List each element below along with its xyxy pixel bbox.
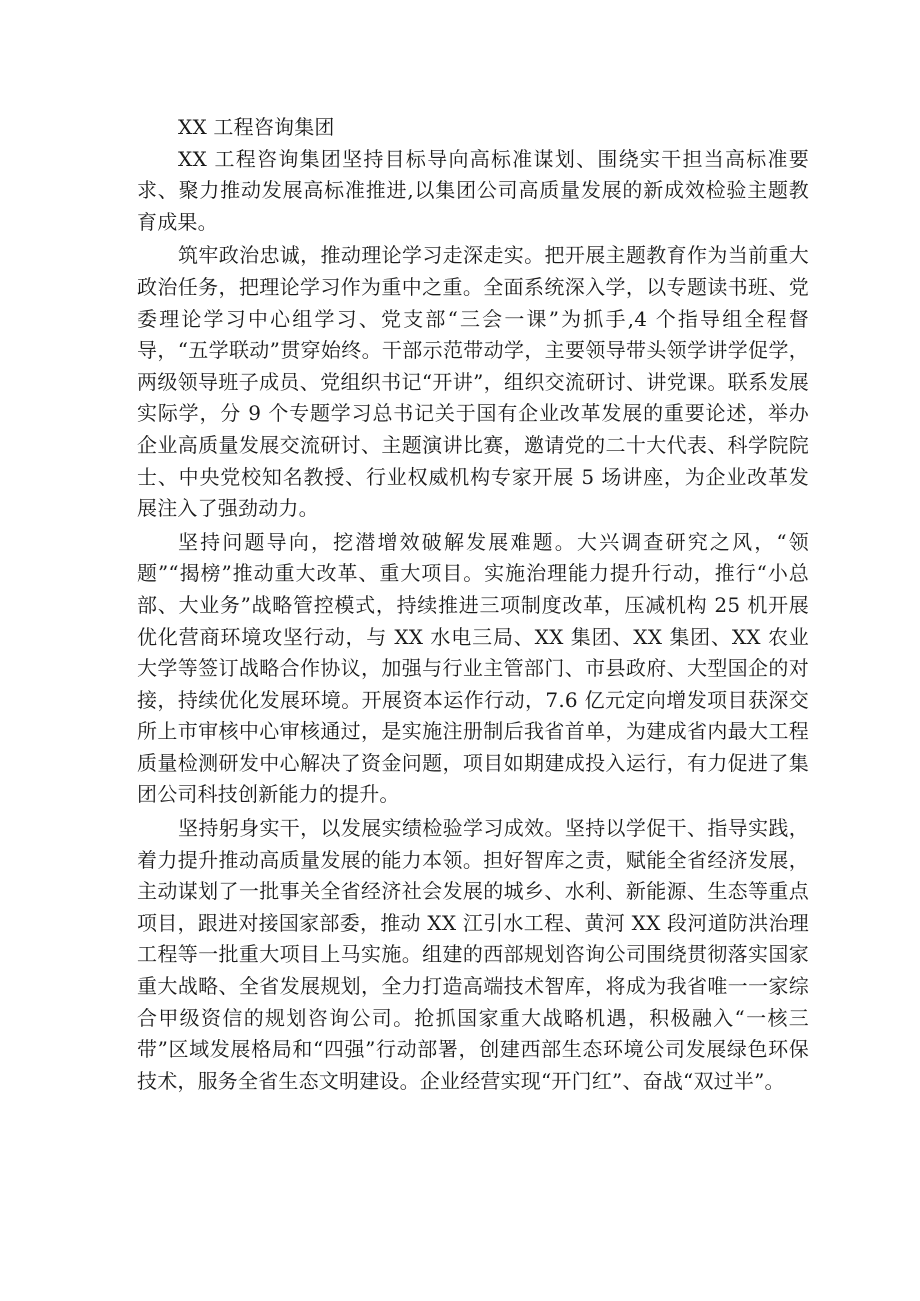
paragraph-problem-orientation: 坚持问题导向，挖潜增效破解发展难题。大兴调查研究之风，“领题”“揭榜”推动重大改革、重大项目。实施治理能力提升行动，推行“小总部、大业务”战略管控模式，持续推进三项制度改革，压减机构 25 机开展优化营商环境攻坚行动，与 XX 水电三局、XX 集团、XX 集团、XX 农业大学等签订战略合作协议，加强与行业主管部门、市县政府、大型国企的对接，持续优化发展环境。开展资本运作行动，7.6 亿元定向增发项目获深交所上市审核中心审核通过，是实施注册制后我省首单，为建成省内最大工程质量检测研发中心解决了资金问题，项目如期建成投入运行，有力促进了集团公司科技创新能力的提升。 [137, 529, 809, 807]
document-body [137, 112, 809, 1099]
paragraph-practical-work: 坚持躬身实干，以发展实绩检验学习成效。坚持以学促干、指导实践，着力提升推动高质量发展的能力本领。担好智库之责，赋能全省经济发展，主动谋划了一批事关全省经济社会发展的城乡、水利、新能源、生态等重点项目，跟进对接国家部委，推动 XX 江引水工程、黄河 XX 段河道防洪治理工程等一批重大项目上马实施。组建的西部规划咨询公司围绕贯彻落实国家重大战略、全省发展规划，全力打造高端技术智库，将成为我省唯一一家综合甲级资信的规划咨询公司。抢抓国家重大战略机遇，积极融入“一核三带”区域发展格局和“四强”行动部署，创建西部生态环境公司发展绿色环保技术，服务全省生态文明建设。企业经营实现“开门红”、奋战“双过半”。 [137, 816, 809, 1093]
paragraph-political-loyalty: 筑牢政治忠诚，推动理论学习走深走实。把开展主题教育作为当前重大政治任务，把理论学习作为重中之重。全面系统深入学，以专题读书班、党委理论学习中心组学习、党支部“三会一课”为抓手,4 个指导组全程督导，“五学联动”贯穿始终。干部示范带动学，主要领导带头领学讲学促学，两级领导班子成员、党组织书记“开讲”，组织交流研讨、讲党课。联系发展实际学，分 9 个专题学习总书记关于国有企业改革发展的重要论述，举办企业高质量发展交流研讨、主题演讲比赛，邀请党的二十大代表、科学院院士、中央党校知名教授、行业权威机构专家开展 5 场讲座，为企业改革发展注入了强劲动力。 [137, 243, 809, 521]
paragraph-intro: XX 工程咨询集团坚持目标导向高标准谋划、围绕实干担当高标准要求、聚力推动发展高标准推进,以集团公司高质量发展的新成效检验主题教育成果。 [137, 146, 809, 234]
document-title: XX 工程咨询集团 [178, 115, 335, 139]
